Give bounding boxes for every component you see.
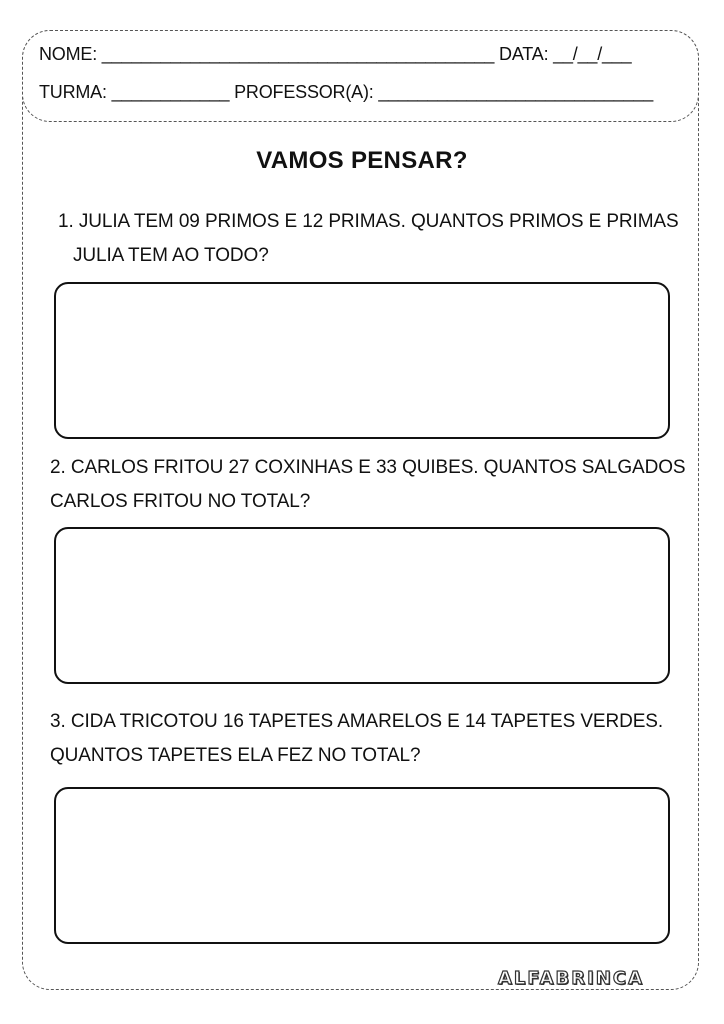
question-3-line-2: QUANTOS TAPETES ELA FEZ NO TOTAL? bbox=[50, 745, 421, 766]
question-1 bbox=[58, 205, 698, 273]
page-title: VAMOS PENSAR? bbox=[256, 147, 468, 174]
question-1-line-2: JULIA TEM AO TODO? bbox=[73, 245, 269, 266]
question-2 bbox=[50, 451, 700, 519]
question-2-line-1: 2. CARLOS FRITOU 27 COXINHAS E 33 QUIBES. QUANTOS SALGADOS bbox=[50, 457, 686, 478]
question-1-line-1: 1. JULIA TEM 09 PRIMOS E 12 PRIMAS. QUANTOS PRIMOS E PRIMAS bbox=[58, 211, 679, 232]
question-2-line-2: CARLOS FRITOU NO TOTAL? bbox=[50, 491, 311, 512]
answer-box-2[interactable] bbox=[54, 527, 670, 684]
name-date-row: NOME: ________________________________________ DATA: __/__/___ bbox=[39, 44, 632, 64]
answer-box-3[interactable] bbox=[54, 787, 670, 944]
class-teacher-row: TURMA: ____________ PROFESSOR(A): ____________________________ bbox=[39, 82, 654, 102]
question-3-line-1: 3. CIDA TRICOTOU 16 TAPETES AMARELOS E 14 TAPETES VERDES. bbox=[50, 711, 664, 732]
brand-logo: ALFABRINCA bbox=[497, 968, 644, 989]
question-3 bbox=[50, 705, 700, 773]
answer-box-1[interactable] bbox=[54, 282, 670, 439]
header-box bbox=[22, 30, 699, 122]
